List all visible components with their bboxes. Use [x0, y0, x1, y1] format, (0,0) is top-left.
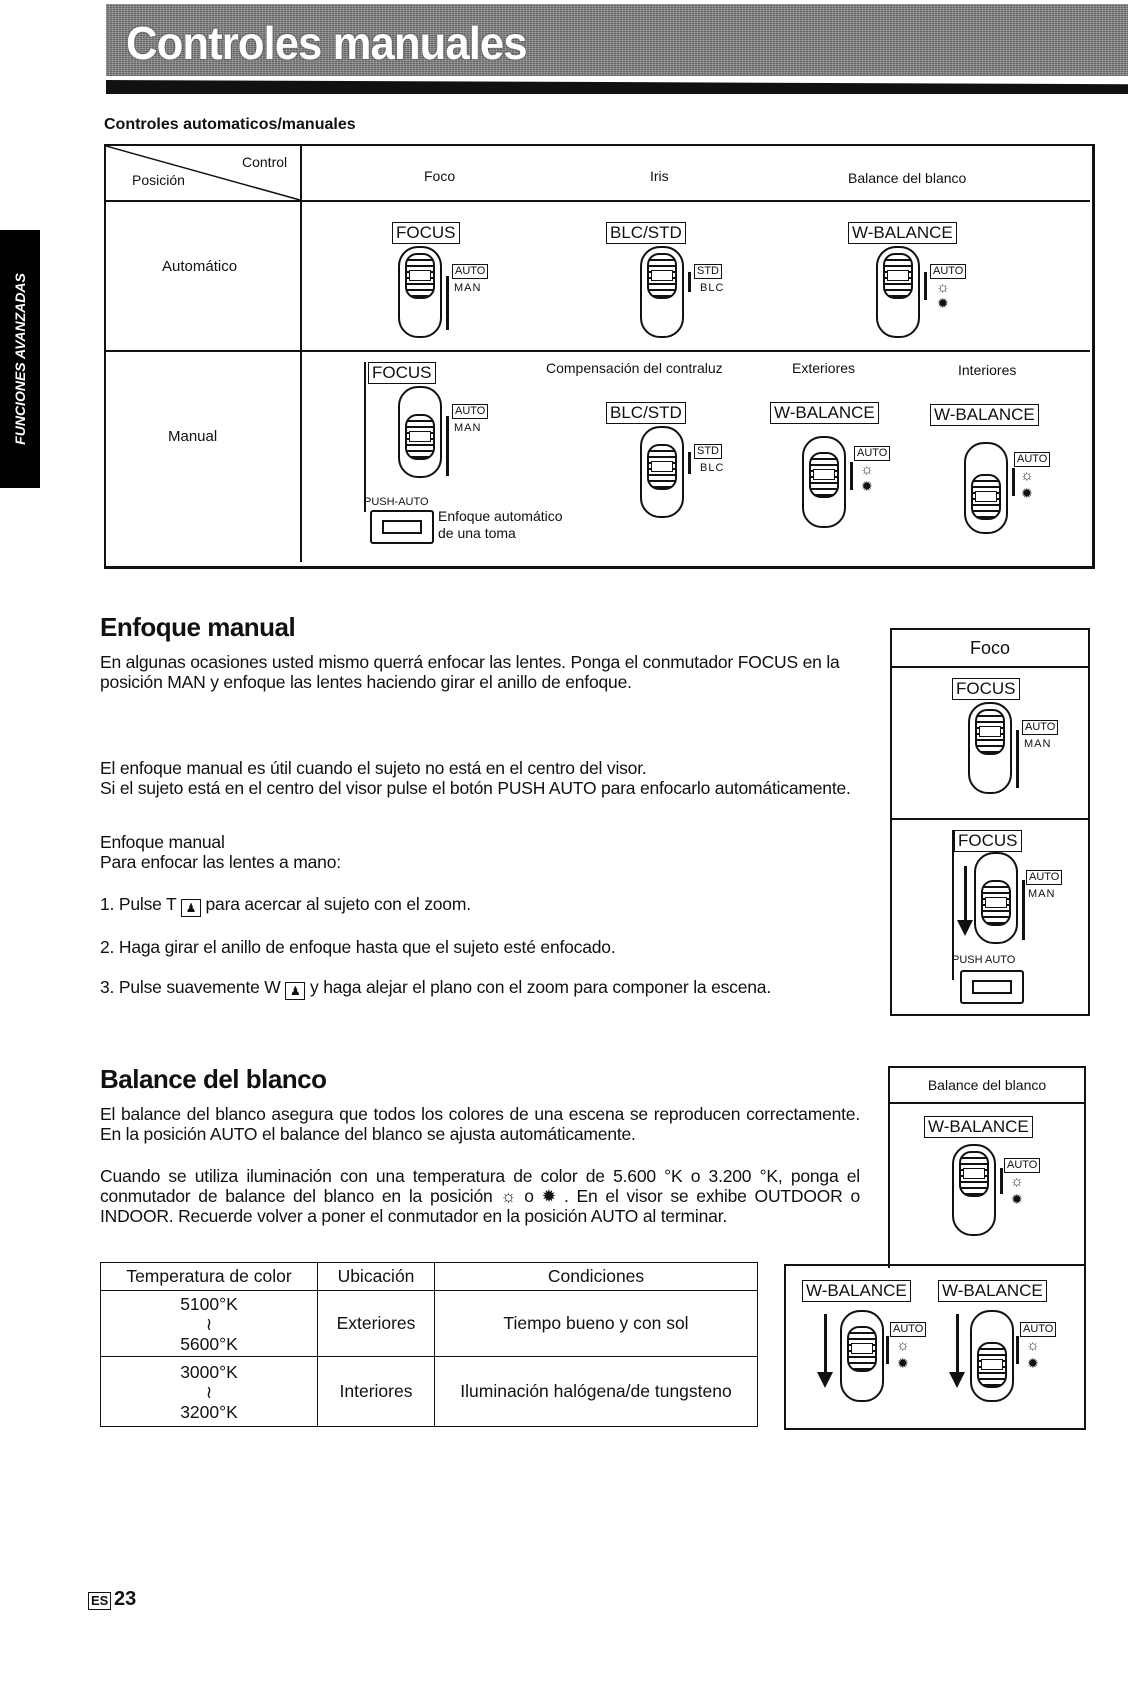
location-cell: Interiores — [318, 1357, 435, 1427]
manual-focus-heading: Enfoque manual — [100, 612, 296, 642]
page-title: Controles manuales — [126, 17, 527, 69]
auto-position-label: AUTO — [890, 1322, 926, 1337]
switch-knob — [971, 474, 1001, 520]
panel-divider — [892, 818, 1088, 820]
column-header-iris: Iris — [650, 168, 669, 184]
side-tab-label: FUNCIONES AVANZADAS — [12, 273, 28, 445]
w-balance-switch-outdoor[interactable] — [840, 1310, 884, 1402]
std-position-label: STD — [694, 444, 722, 459]
controls-table-subtitle: Controles automaticos/manuales — [104, 116, 356, 133]
table-divider — [106, 350, 1090, 352]
switch-track-mark — [1000, 1168, 1003, 1194]
table-divider — [300, 146, 302, 562]
switch-track-mark — [886, 1336, 889, 1364]
manual-focus-procedure — [100, 832, 872, 872]
arrow-down-icon — [964, 866, 967, 922]
sun-icon: ☼ — [896, 1337, 910, 1354]
push-auto-button[interactable] — [960, 970, 1024, 1004]
white-balance-instructions — [100, 1166, 860, 1226]
step-text: Pulse T — [118, 894, 177, 914]
switch-knob — [959, 1151, 989, 1197]
sun-icon: ☼ — [1010, 1173, 1024, 1190]
sun-icon: ☼ — [860, 461, 874, 478]
auto-position-label: AUTO — [930, 264, 966, 279]
arrow-down-icon — [956, 1314, 959, 1374]
w-balance-switch-indoor[interactable] — [970, 1310, 1014, 1402]
push-auto-caption-line2: de una toma — [438, 525, 516, 541]
switch-knob — [809, 452, 839, 498]
focus-switch-manual[interactable] — [974, 852, 1018, 944]
header-temperature: Temperatura de color — [101, 1263, 318, 1291]
switch-knob — [981, 880, 1011, 926]
procedure-steps — [100, 894, 890, 1000]
blc-position-label: BLC — [700, 282, 725, 294]
instructions-text: . En el visor se exhibe OUTDOOR o INDOOR. Recuerde volver a poner el conmutador en la posición AUTO al terminar. — [100, 1186, 861, 1226]
push-auto-label: PUSH AUTO — [952, 954, 1016, 966]
blc-std-switch-manual[interactable] — [640, 426, 684, 518]
procedure-title: Enfoque manual — [100, 832, 225, 852]
temperature-cell — [101, 1291, 318, 1357]
row-label-auto: Automático — [162, 258, 238, 275]
temp-to: 5600°K — [180, 1333, 238, 1354]
column-header-white-balance: Balance del blanco — [848, 170, 967, 186]
switch-knob — [975, 709, 1005, 755]
man-position-label: MAN — [454, 282, 482, 294]
switch-track-mark — [850, 462, 853, 490]
bulb-icon: ✹ — [861, 478, 873, 494]
zoom-tele-icon: ♟ — [181, 899, 201, 917]
std-position-label: STD — [694, 264, 722, 279]
switch-track-mark — [1022, 880, 1025, 940]
zoom-wide-icon: ♟ — [285, 982, 305, 1000]
w-balance-switch-indoor[interactable] — [964, 442, 1008, 534]
focus-switch-label: FOCUS — [392, 222, 460, 244]
push-auto-button[interactable] — [370, 510, 434, 544]
man-position-label: MAN — [454, 422, 482, 434]
switch-track-mark — [446, 416, 449, 476]
sun-icon: ☼ — [500, 1186, 517, 1206]
title-rule — [106, 80, 1128, 94]
section-side-tab — [0, 230, 40, 488]
wb-panel-title: Balance del blanco — [890, 1068, 1084, 1104]
switch-knob — [405, 253, 435, 299]
temp-to: 3200°K — [180, 1401, 238, 1422]
range-separator: ≀ — [205, 1381, 213, 1402]
sun-icon: ☼ — [936, 279, 950, 296]
column-header-focus: Foco — [424, 168, 456, 184]
step-item — [100, 937, 890, 957]
temp-from: 5100°K — [180, 1293, 238, 1314]
temp-from: 3000°K — [180, 1361, 238, 1382]
bulb-icon: ✹ — [1021, 485, 1033, 501]
w-balance-switch-label: W-BALANCE — [924, 1116, 1033, 1138]
auto-position-label: AUTO — [1014, 452, 1050, 467]
range-separator: ≀ — [205, 1313, 213, 1334]
step-item — [100, 894, 890, 917]
man-position-label: MAN — [1028, 888, 1056, 900]
focus-switch-label: FOCUS — [368, 362, 436, 384]
push-auto-connector — [364, 362, 366, 512]
auto-position-label: AUTO — [452, 404, 488, 419]
white-balance-heading: Balance del blanco — [100, 1064, 327, 1094]
push-auto-label: PUSH-AUTO — [364, 496, 429, 508]
auto-position-label: AUTO — [854, 446, 890, 461]
sun-icon: ☼ — [1020, 467, 1034, 484]
row-label-manual: Manual — [168, 428, 218, 445]
step-number: 1. — [100, 894, 115, 914]
corner-position-label: Posición — [132, 172, 185, 188]
switch-knob — [977, 1342, 1007, 1388]
switch-track-mark — [688, 452, 691, 474]
focus-switch-label: FOCUS — [952, 678, 1020, 700]
usage-line: Si el sujeto está en el centro del visor pulse el botón PUSH AUTO para enfocarlo automáticamente. — [100, 778, 851, 798]
push-auto-caption — [438, 508, 563, 542]
arrow-down-icon — [824, 1314, 827, 1374]
corner-control-label: Control — [242, 154, 288, 170]
blc-std-switch[interactable] — [640, 246, 684, 338]
switch-track-mark — [1012, 468, 1015, 496]
step-number: 2. — [100, 937, 115, 957]
w-balance-switch-label: W-BALANCE — [930, 404, 1039, 426]
page-number: 23 — [114, 1588, 137, 1610]
auto-position-label: AUTO — [1004, 1158, 1040, 1173]
switch-knob — [883, 253, 913, 299]
push-auto-caption-line1: Enfoque automático — [438, 508, 563, 524]
header-location: Ubicación — [318, 1263, 435, 1291]
white-balance-side-panel — [888, 1066, 1086, 1268]
switch-knob — [405, 414, 435, 460]
bulb-icon: ✹ — [897, 1355, 909, 1371]
switch-knob — [647, 253, 677, 299]
switch-knob — [647, 444, 677, 490]
table-header-row — [101, 1263, 758, 1291]
step-item — [100, 977, 890, 1000]
procedure-intro: Para enfocar las lentes a mano: — [100, 852, 341, 872]
focus-switch[interactable] — [968, 702, 1012, 794]
w-balance-switch-label: W-BALANCE — [938, 1280, 1047, 1302]
step-text: Pulse suavemente W — [118, 977, 281, 997]
conditions-cell: Iluminación halógena/de tungsteno — [435, 1357, 758, 1427]
switch-track-mark — [688, 272, 691, 292]
controls-table — [104, 144, 1095, 569]
focus-switch-label: FOCUS — [954, 830, 1022, 852]
w-balance-switch-label: W-BALANCE — [770, 402, 879, 424]
instructions-text: o — [524, 1186, 534, 1206]
focus-switch-manual[interactable] — [398, 386, 442, 478]
w-balance-switch[interactable] — [952, 1144, 996, 1236]
blc-std-switch-label: BLC/STD — [606, 222, 686, 244]
switch-track-mark — [924, 272, 927, 300]
auto-position-label: AUTO — [1022, 720, 1058, 735]
backlight-caption: Compensación del contraluz — [546, 360, 723, 376]
focus-side-panel — [890, 628, 1090, 1016]
manual-focus-usage — [100, 758, 872, 798]
step-text: Haga girar el anillo de enfoque hasta que el sujeto esté enfocado. — [118, 937, 616, 957]
w-balance-switch[interactable] — [876, 246, 920, 338]
color-temperature-table — [100, 1262, 758, 1427]
temperature-cell — [101, 1357, 318, 1427]
location-cell: Exteriores — [318, 1291, 435, 1357]
w-balance-switch-label: W-BALANCE — [848, 222, 957, 244]
language-badge: ES — [88, 1592, 111, 1610]
switch-track-mark — [1016, 730, 1019, 788]
bulb-icon: ✹ — [1011, 1191, 1023, 1207]
instructions-text: Cuando se utiliza iluminación con una temperatura de color de 5.600 °K o 3.200 °K, ponga el conmutador de balance del blanco en la posición — [100, 1166, 860, 1206]
focus-panel-title: Foco — [892, 630, 1088, 668]
bulb-icon: ✹ — [937, 295, 949, 311]
usage-line: El enfoque manual es útil cuando el sujeto no está en el centro del visor. — [100, 758, 647, 778]
conditions-cell: Tiempo bueno y con sol — [435, 1291, 758, 1357]
outdoor-caption: Exteriores — [792, 360, 856, 376]
auto-position-label: AUTO — [1026, 870, 1062, 885]
manual-focus-intro: En algunas ocasiones usted mismo querrá enfocar las lentes. Ponga el conmutador FOCUS en la posición MAN y enfoque las lentes haciendo girar el anillo de enfoque. — [100, 652, 840, 692]
header-conditions: Condiciones — [435, 1263, 758, 1291]
blc-std-switch-label: BLC/STD — [606, 402, 686, 424]
bulb-icon: ✹ — [541, 1186, 557, 1206]
step-number: 3. — [100, 977, 115, 997]
indoor-caption: Interiores — [958, 362, 1017, 378]
step-text: para acercar al sujeto con el zoom. — [205, 894, 471, 914]
w-balance-switch-label: W-BALANCE — [802, 1280, 911, 1302]
bulb-icon: ✹ — [1027, 1355, 1039, 1371]
step-text: y haga alejar el plano con el zoom para componer la escena. — [309, 977, 771, 997]
auto-position-label: AUTO — [1020, 1322, 1056, 1337]
focus-switch[interactable] — [398, 246, 442, 338]
auto-position-label: AUTO — [452, 264, 488, 279]
sun-icon: ☼ — [1026, 1337, 1040, 1354]
man-position-label: MAN — [1024, 738, 1052, 750]
table-row — [101, 1357, 758, 1427]
switch-track-mark — [446, 276, 449, 330]
white-balance-positions-panel — [784, 1264, 1086, 1430]
table-row — [101, 1291, 758, 1357]
switch-track-mark — [1016, 1336, 1019, 1364]
blc-position-label: BLC — [700, 462, 725, 474]
w-balance-switch-outdoor[interactable] — [802, 436, 846, 528]
switch-knob — [847, 1326, 877, 1372]
white-balance-intro: El balance del blanco asegura que todos los colores de una escena se reproducen correctamente. En la posición AUTO el balance del blanco se ajusta automáticamente. — [100, 1104, 860, 1144]
